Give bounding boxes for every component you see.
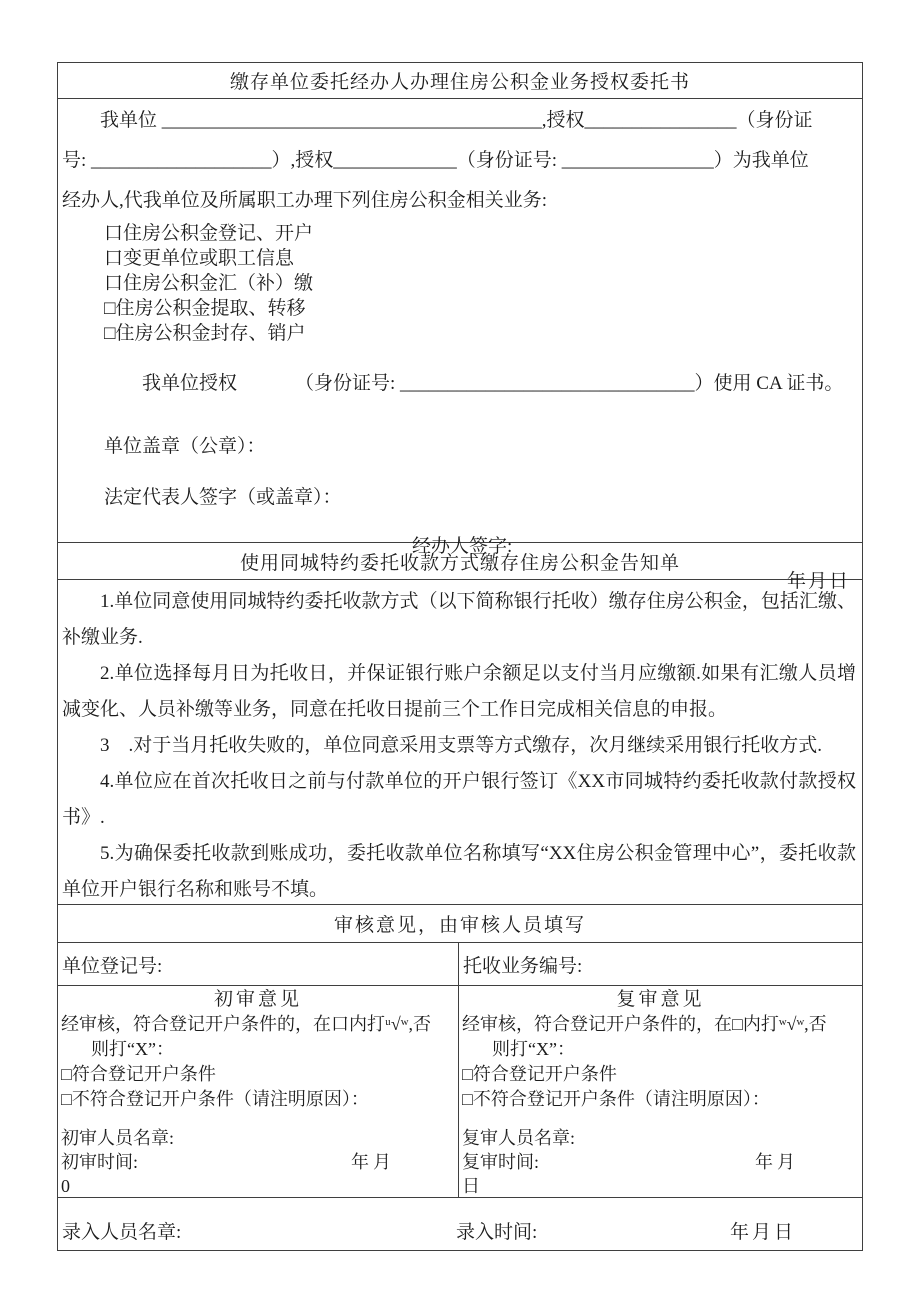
section3-title: 审核意见，由审核人员填写 [333,915,586,936]
first-review-date-suffix: 年月 [351,1152,395,1172]
second-review-instruction-1: 经审核，符合登记开户条件的，在□内打ʷ√ʷ,否 [462,1014,827,1034]
notice-paragraph-1: 1.单位同意使用同城特约委托收款方式（以下简称银行托收）缴存住房公积金，包括汇缴、补缴业务. [62,591,856,648]
unit-reg-no-cell [58,943,459,985]
review-opinions-row [58,986,862,1198]
ca-line-pre: 我单位授权 [142,373,238,394]
section1-title: 缴存单位委托经办人办理住房公积金业务授权委托书 [229,72,690,93]
second-review-title: 复审意见 [616,989,705,1010]
company-seal-label: 单位盖章（公章）： [104,436,266,457]
business-item-change-info: 口变更单位或职工信息 [104,248,295,269]
entry-date-suffix: 年月日 [730,1222,797,1243]
first-review-title: 初审意见 [213,989,302,1010]
section3-title-row [58,905,862,943]
registration-numbers-row [58,943,862,986]
business-item-registration: 口住房公积金登记、开户 [104,223,314,244]
second-review-option-pass: □符合登记开户条件 [462,1064,617,1084]
agent-sign-label: 经办人签字: [412,536,513,557]
second-reviewer-seal-label: 复审人员名章: [462,1128,576,1148]
intro-line-1: 我单位 ________________________________________,授权________________（身份证 [100,110,813,131]
business-item-seal-close: □住房公积金封存、销户 [104,323,306,344]
second-review-column [459,986,862,1197]
first-review-option-fail: □不符合登记开户条件（请注明原因）： [61,1089,369,1109]
second-review-instruction-2: 则打“X”： [492,1039,575,1059]
first-review-instruction-2: 则打“X”： [91,1039,174,1059]
notice-paragraph-2: 2.单位选择每月日为托收日，并保证银行账户余额足以支付当月应缴额.如果有汇缴人员增减变化、人员补缴等业务，同意在托收日提前三个工作日完成相关信息的申报。 [62,663,856,720]
intro-line-3: 经办人,代我单位及所属职工办理下列住房公积金相关业务: [62,190,548,211]
first-review-time-label: 初审时间: [61,1152,139,1172]
collection-biz-no-cell [459,943,862,985]
notice-paragraph-4: 4.单位应在首次托收日之前与付款单位的开户银行签订《XX市同城特约委托收款付款授权书》. [62,771,856,828]
section1-date-label: 年月日 [786,571,850,592]
unit-reg-no-label: 单位登记号: [62,955,163,977]
form-table [57,62,863,1251]
notice-paragraph-5: 5.为确保委托收款到账成功，委托收款单位名称填写“XX住房公积金管理中心”，委托收款单位开户银行名称和账号不填。 [62,843,856,900]
second-review-time-line [462,1150,859,1174]
ca-line-post: （身份证号: _______________________________）使用 CA 证书。 [295,373,844,394]
section2-title: 使用同城特约委托收款方式缴存住房公积金告知单 [239,552,680,574]
first-review-tail: 0 [61,1176,70,1196]
first-reviewer-seal-label: 初审人员名章: [61,1128,175,1148]
first-review-instruction-1: 经审核，符合登记开户条件的，在口内打ᵘ√ʷ,否 [61,1014,431,1034]
section1-title-row [58,63,862,99]
business-checklist [62,221,858,346]
section2-title-row [58,543,862,580]
business-item-withdraw-transfer: □住房公积金提取、转移 [104,298,306,319]
entry-row [58,1198,862,1250]
first-review-spacer [61,1112,455,1126]
section2-body [58,580,862,905]
business-item-remit: 口住房公积金汇（补）缴 [104,273,314,294]
ca-certificate-line [104,346,858,421]
first-review-time-line [61,1150,455,1174]
entry-seal-label: 录入人员名章: [62,1222,182,1243]
first-review-option-pass: □符合登记开户条件 [61,1064,216,1084]
entry-time-label: 录入时间: [456,1222,538,1243]
second-review-time-label: 复审时间: [462,1152,540,1172]
second-review-spacer [462,1112,859,1126]
legal-rep-sign-label: 法定代表人签字（或盖章）： [104,487,342,508]
intro-line-2: 号: ___________________）,授权_____________（身份证号: ________________）为我单位 [62,150,809,171]
second-review-date-suffix: 年月 [755,1152,799,1172]
notice-paragraph-3: 3 .对于当月托收失败的，单位同意采用支票等方式缴存，次月继续采用银行托收方式. [100,735,823,756]
first-review-column [58,986,459,1197]
second-review-tail: 日 [462,1176,480,1196]
collection-biz-no-label: 托收业务编号: [463,955,583,977]
second-review-option-fail: □不符合登记开户条件（请注明原因）： [462,1089,770,1109]
